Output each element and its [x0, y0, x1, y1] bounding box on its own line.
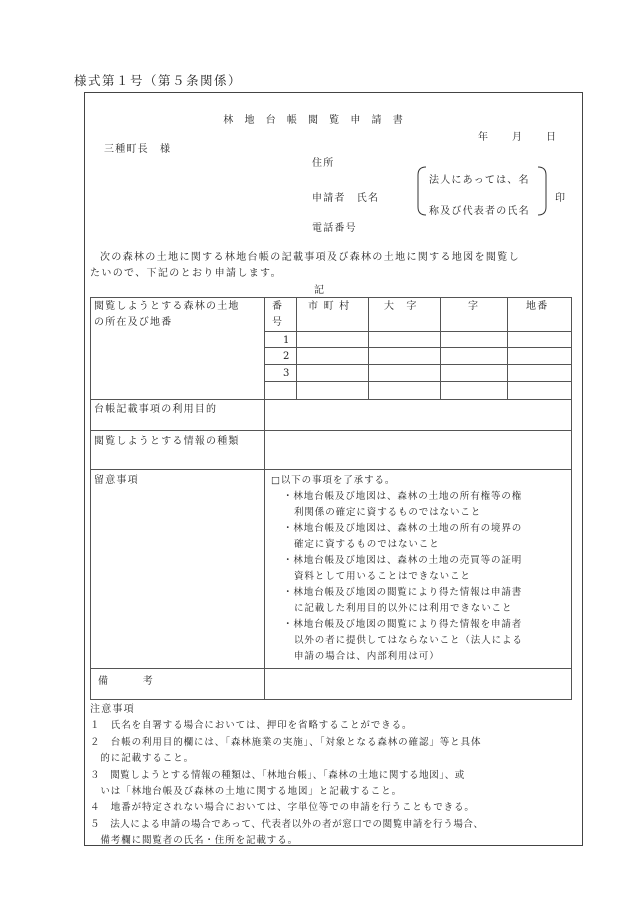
- date-line: [478, 128, 557, 143]
- remarks-label: 備 考: [98, 676, 154, 687]
- application-table: [90, 297, 572, 700]
- corporate-note-line2: 称及び代表者の氏名: [429, 206, 530, 217]
- notice-item: 利関係の確定に資するものではないこと: [294, 507, 482, 518]
- location-label-line2: の所在及び地番: [94, 317, 173, 328]
- applicant-name-label: 申請者 氏名: [312, 193, 380, 204]
- row-number-3: 3: [283, 368, 291, 379]
- col-header-number-2: 号: [272, 317, 284, 328]
- corporate-note-line1: 法人にあっては、名: [429, 175, 530, 186]
- col-header-chiban: 地番: [526, 301, 549, 312]
- phone-label: 電話番号: [312, 223, 357, 234]
- note-line: ５ 法人による申請の場合であって、代表者以外の者が窓口での閲覧申請を行う場合、: [90, 819, 484, 830]
- notice-item: 申請の場合は、内部利用は可）: [294, 651, 440, 662]
- note-line: ２ 台帳の利用目的欄には、「森林施業の実施」、「対象となる森林の確認」等と具体: [90, 737, 482, 748]
- note-line: ３ 閲覧しようとする情報の種類は、「林地台帳」、「森林の土地に関する地図」、或: [90, 770, 465, 781]
- purpose-label: 台帳記載事項の利用目的: [94, 404, 218, 415]
- form-number-label: 様式第１号（第５条関係）: [74, 73, 243, 88]
- notice-item: 確定に資するものではないこと: [294, 539, 440, 550]
- note-line: 備考欄に閲覧者の氏名・住所を記載する。: [90, 835, 299, 846]
- date-year: 年: [478, 132, 489, 143]
- note-line: １ 氏名を自署する場合においては、押印を省略することができる。: [90, 720, 413, 731]
- notice-item: ・林地台帳及び地図の閲覧により得た情報は申請書: [283, 587, 523, 598]
- note-line: 的に記載すること。: [90, 753, 195, 764]
- date-day: 日: [546, 132, 557, 143]
- addressee: 三種町長 様: [104, 144, 172, 155]
- location-label-line1: 閲覧しようとする森林の土地: [94, 301, 240, 312]
- note-line: ４ 地番が特定されない場合においては、字単位等での申請を行うこともできる。: [90, 802, 475, 813]
- intro-line-1: 次の森林の土地に関する林地台帳の記載事項及び森林の土地に関する地図を閲覧し: [100, 252, 520, 263]
- notice-item: ・林地台帳及び地図は、森林の土地の所有の境界の: [283, 523, 523, 534]
- col-header-aza: 字: [468, 301, 480, 312]
- notes-heading: 注意事項: [90, 704, 135, 715]
- notice-item: ・林地台帳及び地図は、森林の土地の売買等の証明: [283, 555, 523, 566]
- notice-item: に記載した利用目的以外には利用できないこと: [294, 603, 513, 614]
- col-header-oaza: 大 字: [384, 301, 418, 312]
- col-header-city: 市 町 村: [308, 301, 351, 312]
- date-month: 月: [512, 132, 523, 143]
- notice-item: ・林地台帳及び地図の閲覧により得た情報を申請者: [283, 619, 523, 630]
- notice-checkbox: □以下の事項を了承する。: [271, 475, 396, 486]
- info-type-label: 閲覧しようとする情報の種類: [94, 436, 240, 447]
- seal-mark: 印: [555, 193, 567, 204]
- note-line: いは「林地台帳及び森林の土地に関する地図」と記載すること。: [90, 786, 403, 797]
- notice-item: 資料として用いることはできないこと: [294, 571, 471, 582]
- document-title: 林 地 台 帳 閲 覧 申 請 書: [223, 115, 407, 126]
- ki-label: 記: [314, 285, 326, 296]
- address-label: 住所: [312, 158, 335, 169]
- row-number-2: 2: [283, 351, 291, 362]
- notice-label: 留意事項: [94, 475, 139, 486]
- notice-item: 以外の者に提供してはならないこと（法人による: [294, 635, 523, 646]
- col-header-number-1: 番: [272, 301, 284, 312]
- intro-line-2: たいので、下記のとおり申請します。: [90, 268, 282, 279]
- row-number-1: 1: [283, 335, 291, 346]
- notice-item: ・林地台帳及び地図は、森林の土地の所有権等の権: [283, 491, 523, 502]
